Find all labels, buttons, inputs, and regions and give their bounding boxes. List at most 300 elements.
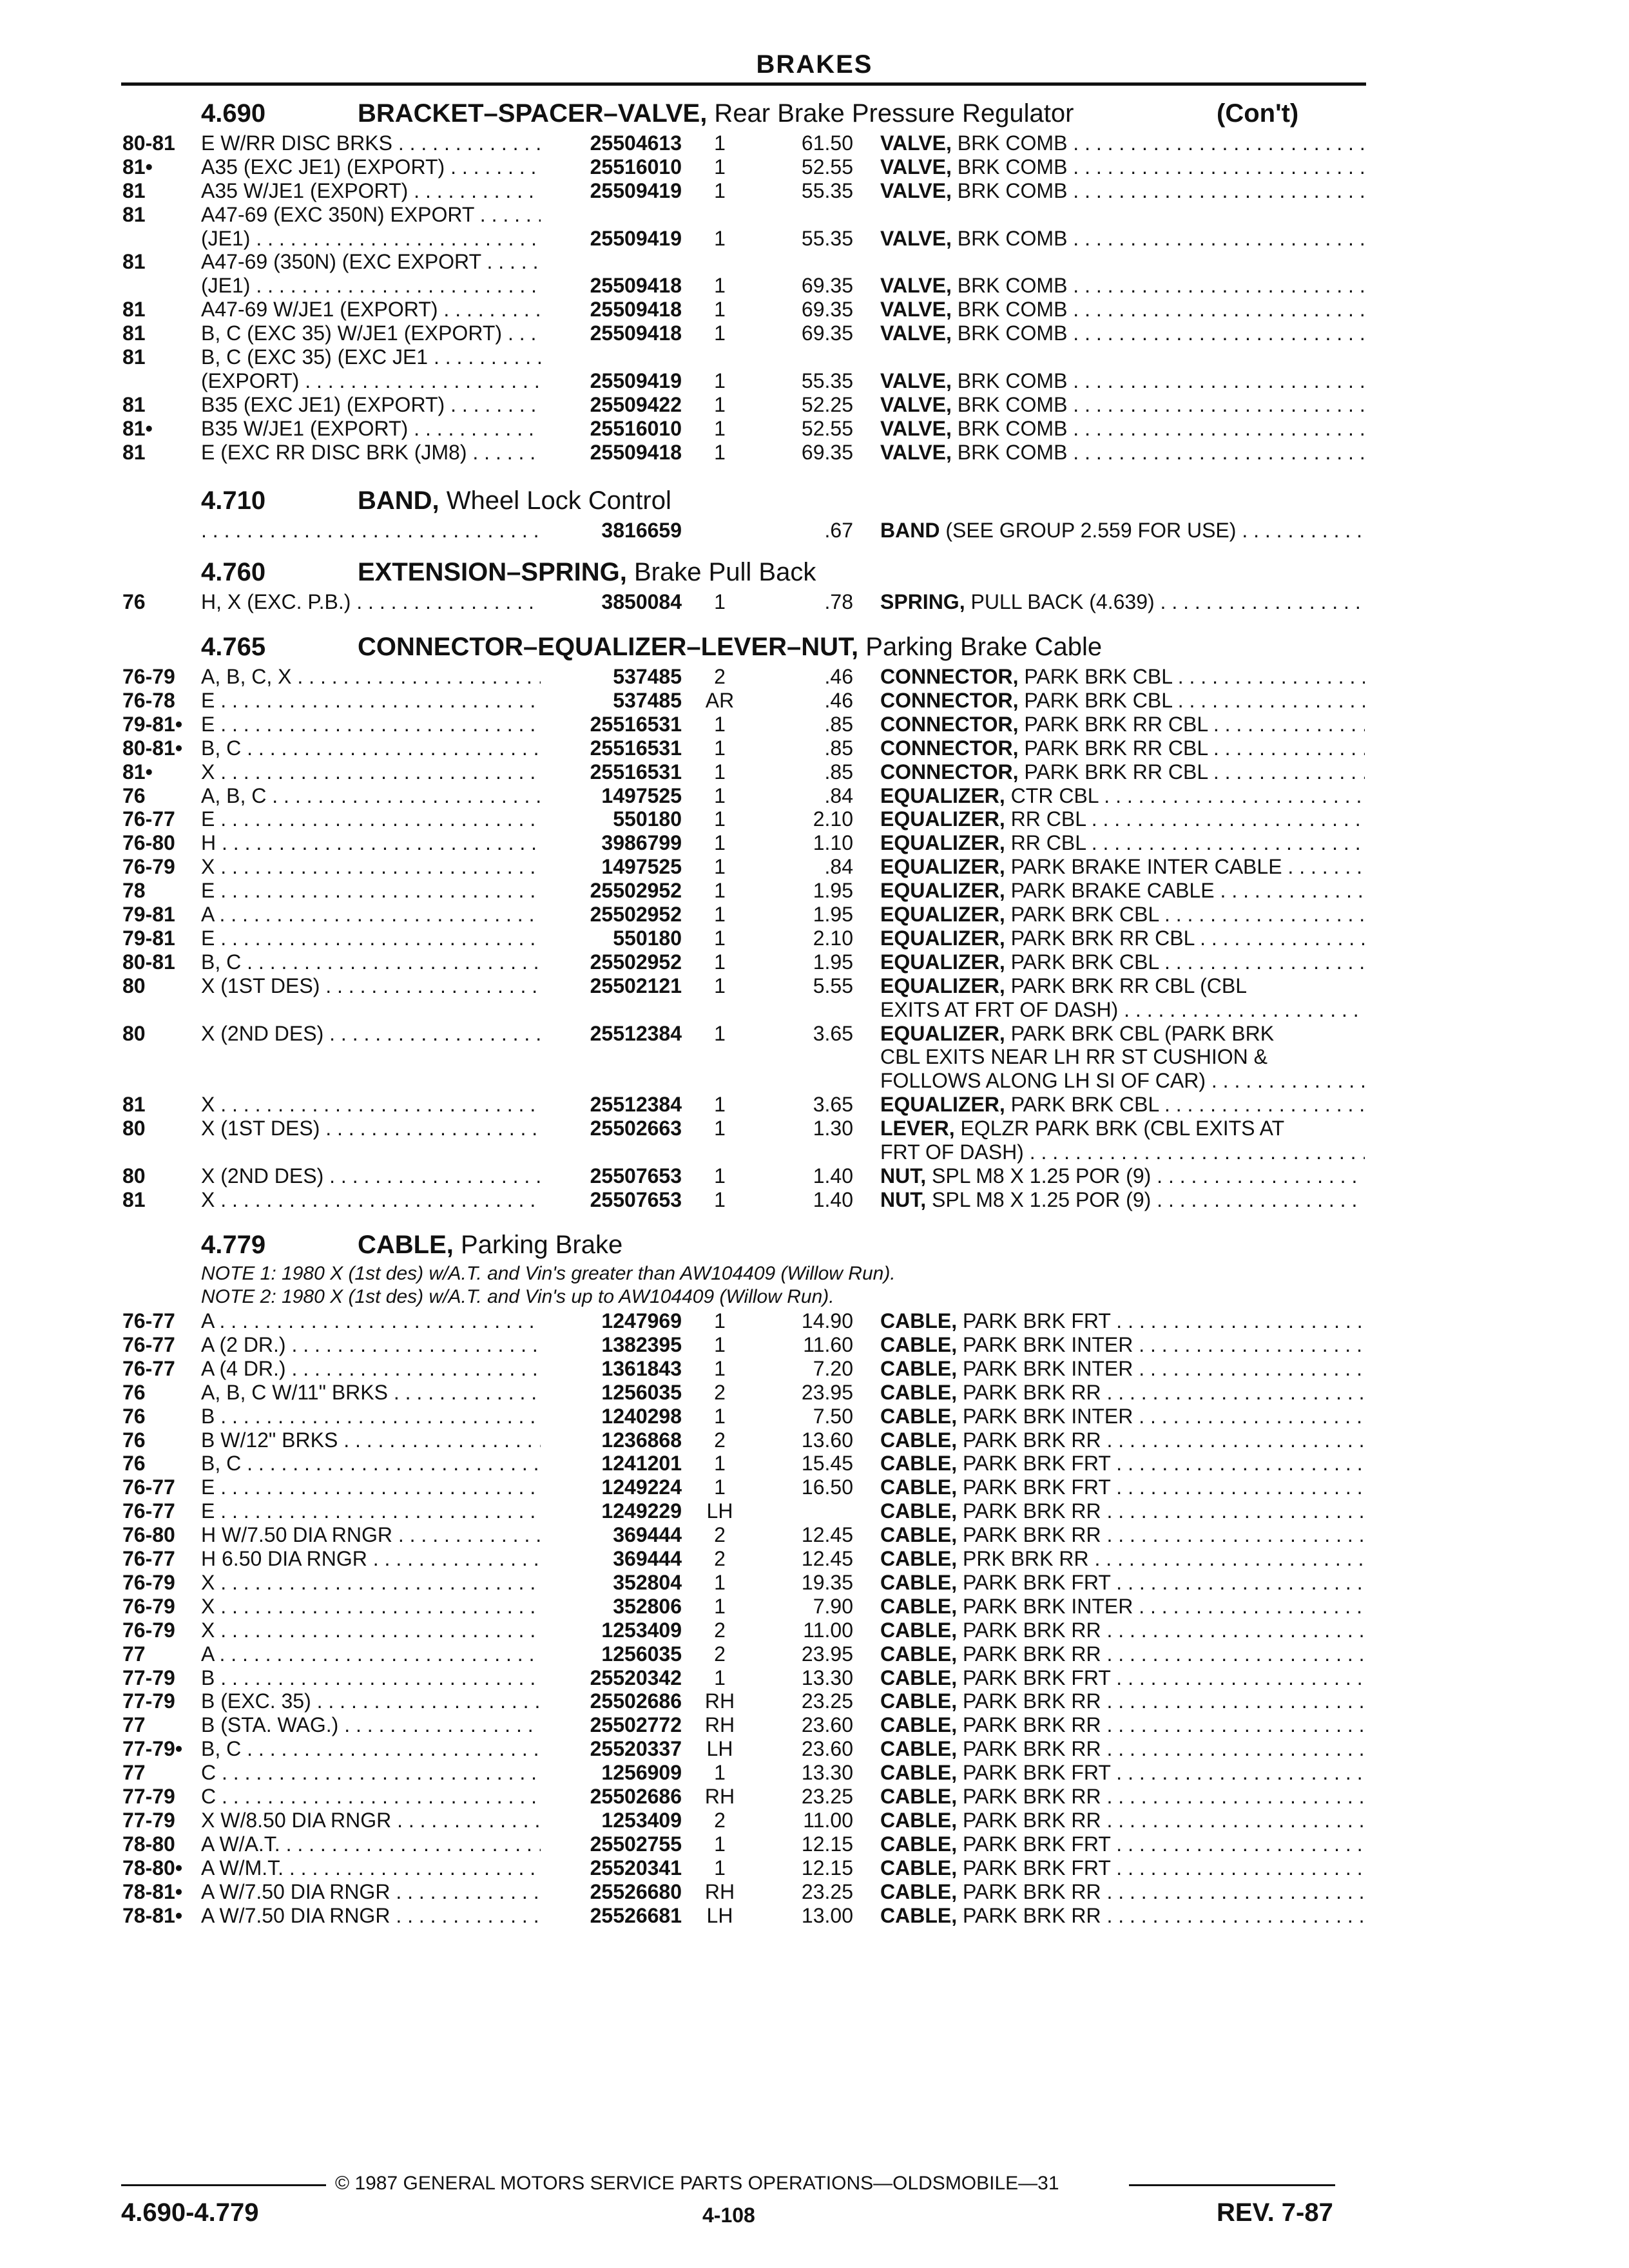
model-year: 78-80• [122,1856,183,1879]
part-description [880,760,1365,784]
application-description: (JE1) . . . [201,274,541,298]
parts-row [0,689,1629,713]
part-description [880,736,1365,760]
part-name: VALVE, [880,322,952,345]
list-price: 23.25 [801,1689,853,1713]
part-name: CABLE, [880,1452,958,1475]
part-description [880,784,1365,808]
part-description [880,1904,1365,1928]
application-description: X (1ST DES) . . . [201,974,541,998]
part-description [880,519,1365,543]
part-name: CONNECTOR, [880,760,1019,783]
part-description [880,1761,1365,1785]
part-number: 1253409 [601,1619,682,1642]
parts-row [0,974,1629,998]
part-detail: PARK BRK CBL [1005,950,1159,974]
part-detail: CTR CBL [1005,784,1099,807]
parts-row [0,1571,1629,1595]
part-name: CABLE, [880,1595,958,1618]
parts-row [0,1069,1629,1093]
page-title: BRAKES [756,50,873,79]
list-price: 7.50 [813,1405,853,1428]
model-year: 77-79 [122,1785,175,1808]
part-detail: RR CBL [1005,831,1086,854]
quantity: 2 [714,1428,726,1452]
part-name: CABLE, [880,1904,958,1927]
model-year: 76 [122,1428,146,1452]
list-price: .46 [824,665,853,688]
list-price: 1.30 [813,1117,853,1140]
quantity: 1 [714,590,726,613]
part-description [880,179,1365,203]
model-year: 79-81• [122,713,183,736]
application-description: A35 W/JE1 (EXPORT) . . . [201,179,541,203]
part-description [880,1381,1365,1405]
part-number: 25516010 [590,417,682,440]
part-number: 25516531 [590,713,682,736]
model-year: 79-81 [122,927,175,950]
quantity: 1 [714,1856,726,1879]
list-price: 23.25 [801,1880,853,1903]
part-description [880,1666,1365,1690]
list-price: 55.35 [801,227,853,250]
part-name: CONNECTOR, [880,665,1019,688]
part-detail: PARK BRK RR [957,1499,1101,1523]
part-name: CABLE, [880,1499,958,1523]
part-number: 1361843 [601,1357,682,1380]
part-number: 1497525 [601,855,682,878]
application-description: A W/M.T. . . . [201,1856,541,1880]
application-description: B . . . [201,1666,541,1690]
parts-row [0,369,1629,393]
list-price: 23.25 [801,1785,853,1808]
part-name: CABLE, [880,1547,958,1570]
part-number: 25520341 [590,1856,682,1879]
part-number: 25516010 [590,155,682,178]
parts-row [0,1523,1629,1547]
parts-row [0,1428,1629,1452]
parts-row [0,1619,1629,1642]
part-detail: PARK BRK CBL [1018,689,1172,712]
parts-row [0,927,1629,950]
part-description [880,1140,1365,1164]
parts-row [0,807,1629,831]
part-detail: PARK BRK RR CBL [1005,927,1195,950]
part-number: 369444 [613,1547,682,1570]
quantity: 1 [714,179,726,202]
part-name: EQUALIZER, [880,950,1005,974]
part-detail: PARK BRK RR [957,1381,1101,1404]
application-description: A47-69 (EXC 350N) EXPORT . . . [201,203,541,227]
parts-row [0,1164,1629,1188]
list-price: 13.00 [801,1904,853,1927]
part-number: 25507653 [590,1188,682,1211]
part-number: 1247969 [601,1309,682,1332]
list-price: 11.00 [803,1619,853,1642]
model-year: 76-78 [122,689,175,712]
list-price: 19.35 [801,1571,853,1594]
application-description: B, C (EXC 35) (EXC JE1 . . . [201,345,541,369]
part-name: CABLE, [880,1689,958,1713]
part-detail: PRK BRK RR [957,1547,1089,1570]
section-name-bold: EXTENSION–SPRING, [358,558,627,586]
part-number: 3816659 [601,519,682,542]
quantity: 1 [714,227,726,250]
part-description [880,950,1365,974]
part-detail: BRK COMB [951,227,1068,250]
part-name: CABLE, [880,1737,958,1760]
application-description: X . . . [201,1571,541,1595]
part-detail: BRK COMB [951,274,1068,297]
part-description [880,1595,1365,1619]
section-number: 4.765 [201,633,266,661]
quantity: 1 [714,1571,726,1594]
part-detail: PARK BRK FRT [957,1475,1111,1499]
part-name: VALVE, [880,441,952,464]
model-year: 78-80 [122,1832,175,1856]
part-detail: FRT OF DASH) [880,1140,1024,1164]
part-number: 25512384 [590,1093,682,1116]
quantity: RH [704,1880,735,1903]
part-detail: PARK BRK CBL (PARK BRK [1005,1022,1275,1045]
part-number: 25504613 [590,131,682,155]
footer-revision: REV. 7-87 [1217,2198,1333,2227]
list-price: 23.60 [801,1713,853,1736]
part-name: CABLE, [880,1619,958,1642]
part-name: CABLE, [880,1785,958,1808]
application-description: A, B, C . . . [201,784,541,808]
part-number: 25509418 [590,441,682,464]
part-detail: PARK BRK INTER [957,1333,1133,1356]
model-year: 78-81• [122,1904,183,1927]
part-description [880,590,1365,614]
part-number: 537485 [613,689,682,712]
part-description [880,1475,1365,1499]
quantity: 2 [714,1381,726,1404]
parts-row [0,1357,1629,1381]
part-detail: PARK BRK CBL [1005,1093,1159,1116]
part-name: VALVE, [880,155,952,178]
section-name [358,1229,622,1260]
part-detail: SPL M8 X 1.25 POR (9) [926,1164,1152,1187]
list-price: 12.45 [801,1523,853,1546]
application-description: B (EXC. 35) . . . [201,1689,541,1713]
parts-row [0,203,1629,227]
model-year: 76-79 [122,855,175,878]
application-description: A (4 DR.) . . . [201,1357,541,1381]
list-price: 1.40 [813,1188,853,1211]
quantity: LH [706,1737,733,1760]
quantity: 1 [714,950,726,974]
part-description [880,1737,1365,1761]
application-description: B . . . [201,1405,541,1428]
model-year: 80 [122,974,146,997]
quantity: 1 [714,807,726,831]
parts-row [0,1381,1629,1405]
part-name: CABLE, [880,1880,958,1903]
part-number: 25502952 [590,879,682,902]
part-description [880,1357,1365,1381]
parts-row [0,1547,1629,1571]
application-description [201,519,541,543]
part-detail: EXITS AT FRT OF DASH) [880,998,1119,1021]
part-number: 1241201 [601,1452,682,1475]
list-price: 23.95 [801,1642,853,1666]
part-description [880,393,1365,417]
part-name: CABLE, [880,1571,958,1594]
model-year: 81 [122,179,146,202]
section-heading [0,631,1629,662]
part-number: 352806 [613,1595,682,1618]
part-name: VALVE, [880,227,952,250]
part-number: 25509422 [590,393,682,416]
part-name: EQUALIZER, [880,784,1005,807]
part-number: 1256035 [601,1642,682,1666]
part-description [880,298,1365,322]
list-price: 5.55 [813,974,853,997]
part-number: 25526681 [590,1904,682,1927]
quantity: 1 [714,1117,726,1140]
part-number: 25507653 [590,1164,682,1187]
part-number: 25502772 [590,1713,682,1736]
section-name [358,631,1102,662]
list-price: 55.35 [801,369,853,392]
section-name-bold: BRACKET–SPACER–VALVE, [358,99,708,128]
quantity: 1 [714,155,726,178]
parts-row [0,1309,1629,1333]
part-description [880,1713,1365,1737]
parts-row [0,950,1629,974]
part-number: 352804 [613,1571,682,1594]
parts-row [0,1595,1629,1619]
list-price: 52.55 [801,155,853,178]
part-description [880,1045,1365,1069]
part-detail: RR CBL [1005,807,1086,831]
list-price: 14.90 [801,1309,853,1332]
quantity: 1 [714,1164,726,1187]
part-name: CONNECTOR, [880,736,1019,760]
application-description: A47-69 (350N) (EXC EXPORT . . . [201,250,541,274]
section-number: 4.690 [201,99,266,128]
part-number: 3986799 [601,831,682,854]
part-detail: PARK BRK FRT [957,1309,1111,1332]
application-description: A . . . [201,903,541,927]
parts-row [0,1499,1629,1523]
model-year: 76-79 [122,1595,175,1618]
part-detail: PARK BRK RR [957,1809,1101,1832]
list-price: .46 [824,689,853,712]
quantity: 1 [714,903,726,926]
model-year: 76-77 [122,1499,175,1523]
part-description [880,1689,1365,1713]
part-description [880,1856,1365,1880]
parts-row [0,831,1629,855]
part-description [880,417,1365,441]
quantity: 1 [714,369,726,392]
part-detail: PARK BRK RR [957,1713,1101,1736]
part-name: LEVER, [880,1117,955,1140]
part-detail: BRK COMB [951,322,1068,345]
application-description: B, C (EXC 35) W/JE1 (EXPORT) . . . [201,322,541,345]
part-name: CABLE, [880,1428,958,1452]
part-detail: PARK BRK RR [957,1689,1101,1713]
model-year: 76-77 [122,1357,175,1380]
quantity: 2 [714,665,726,688]
part-number: 1236868 [601,1428,682,1452]
application-description: B35 (EXC JE1) (EXPORT) . . . [201,393,541,417]
header-rule [121,82,1366,86]
part-name: EQUALIZER, [880,903,1005,926]
application-description: (EXPORT) . . . [201,369,541,393]
quantity: 1 [714,1333,726,1356]
model-year: 81 [122,298,146,321]
part-number: 550180 [613,807,682,831]
part-description [880,1832,1365,1856]
section-name-rest: Parking Brake Cable [858,633,1103,661]
part-description [880,1547,1365,1571]
parts-row [0,417,1629,441]
quantity: 1 [714,831,726,854]
section-name-rest: Rear Brake Pressure Regulator [707,99,1074,128]
parts-row [0,1809,1629,1832]
part-description [880,927,1365,950]
model-year: 79-81 [122,903,175,926]
parts-row [0,736,1629,760]
part-detail: PARK BRK RR [957,1428,1101,1452]
part-name: NUT, [880,1164,927,1187]
list-price: .67 [824,519,853,542]
quantity: 1 [714,974,726,997]
list-price: 12.45 [801,1547,853,1570]
part-description [880,1333,1365,1357]
part-name: VALVE, [880,179,952,202]
part-description [880,855,1365,879]
model-year: 78-81• [122,1880,183,1903]
part-description [880,1619,1365,1642]
quantity: 1 [714,1475,726,1499]
parts-row [0,760,1629,784]
application-description: B35 W/JE1 (EXPORT) . . . [201,417,541,441]
part-description [880,1880,1365,1904]
part-detail: CBL EXITS NEAR LH RR ST CUSHION & [880,1045,1268,1068]
section-heading [0,485,1629,516]
part-name: VALVE, [880,369,952,392]
part-detail: PARK BRK RR [957,1904,1101,1927]
quantity: 1 [714,1309,726,1332]
model-year: 76-79 [122,1619,175,1642]
part-number: 25520342 [590,1666,682,1689]
footer-group-range: 4.690-4.779 [121,2198,259,2227]
model-year: 76-77 [122,1475,175,1499]
parts-row [0,1761,1629,1785]
part-description [880,1523,1365,1547]
quantity: 1 [714,274,726,297]
list-price: 7.90 [813,1595,853,1618]
list-price: 23.60 [801,1737,853,1760]
quantity: 1 [714,784,726,807]
part-detail: PARK BRK RR [957,1523,1101,1546]
quantity: 1 [714,322,726,345]
part-name: EQUALIZER, [880,807,1005,831]
quantity: 1 [714,393,726,416]
model-year: 76-79 [122,1571,175,1594]
application-description: E (EXC RR DISC BRK (JM8) . . . [201,441,541,465]
parts-row [0,155,1629,179]
part-description [880,155,1365,179]
model-year: 81• [122,155,153,178]
section-note: NOTE 2: 1980 X (1st des) w/A.T. and Vin's up to AW104409 (Willow Run). [201,1286,834,1307]
list-price: 1.95 [813,903,853,926]
part-number: 1256035 [601,1381,682,1404]
application-description: X W/8.50 DIA RNGR . . . [201,1809,541,1832]
part-detail: PARK BRK RR [957,1619,1101,1642]
application-description: E . . . [201,927,541,950]
part-detail: BRK COMB [951,369,1068,392]
parts-row [0,784,1629,808]
quantity: LH [706,1499,733,1523]
part-name: CABLE, [880,1333,958,1356]
application-description: A (2 DR.) . . . [201,1333,541,1357]
application-description: A, B, C W/11" BRKS . . . [201,1381,541,1405]
quantity: 1 [714,879,726,902]
model-year: 81 [122,393,146,416]
parts-row [0,1666,1629,1690]
part-name: VALVE, [880,298,952,321]
part-detail: (SEE GROUP 2.559 FOR USE) [940,519,1237,542]
parts-row [0,519,1629,543]
section-heading [0,557,1629,588]
application-description: A W/7.50 DIA RNGR . . . [201,1904,541,1928]
application-description: E . . . [201,1475,541,1499]
model-year: 76 [122,784,146,807]
model-year: 81 [122,1188,146,1211]
list-price: 69.35 [801,441,853,464]
quantity: 1 [714,1357,726,1380]
quantity: 1 [714,1093,726,1116]
part-detail: BRK COMB [951,155,1068,178]
model-year: 76 [122,1381,146,1404]
model-year: 81 [122,345,146,369]
list-price: .85 [824,713,853,736]
section-continued: (Con't) [1217,99,1299,128]
list-price: 1.40 [813,1164,853,1187]
part-name: CABLE, [880,1856,958,1879]
application-description: X (1ST DES) . . . [201,1117,541,1140]
list-price: 1.10 [813,831,853,854]
part-number: 25509418 [590,274,682,297]
part-detail: BRK COMB [951,417,1068,440]
parts-row [0,1737,1629,1761]
part-detail: PARK BRK RR [957,1880,1101,1903]
section-name-bold: CABLE, [358,1231,454,1259]
part-description [880,903,1365,927]
section-note: NOTE 1: 1980 X (1st des) w/A.T. and Vin's greater than AW104409 (Willow Run). [201,1263,896,1284]
application-description: H, X (EXC. P.B.) . . . [201,590,541,614]
quantity: 1 [714,1188,726,1211]
quantity: RH [704,1785,735,1808]
quantity: RH [704,1689,735,1713]
part-description [880,274,1365,298]
list-price: .85 [824,760,853,783]
part-number: 25502663 [590,1117,682,1140]
model-year: 80 [122,1022,146,1045]
model-year: 81 [122,203,146,226]
list-price: 2.10 [813,807,853,831]
parts-row [0,1140,1629,1164]
application-description: E W/RR DISC BRKS . . . [201,131,541,155]
part-description [880,1499,1365,1523]
part-name: CABLE, [880,1809,958,1832]
